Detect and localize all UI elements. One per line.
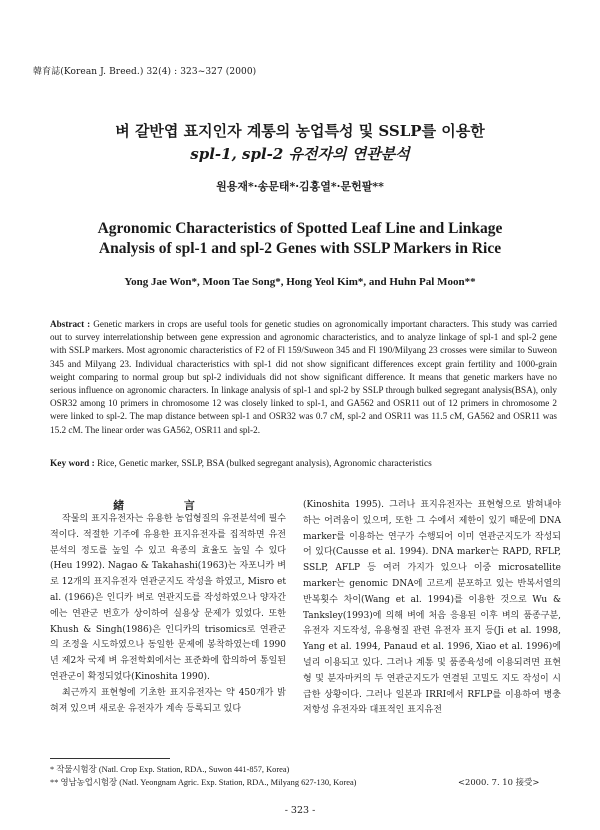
journal-header: 韓育誌(Korean J. Breed.) 32(4) : 323~327 (2000): [33, 67, 257, 77]
section-heading-introduction: 緒 言: [113, 499, 223, 512]
footnote-affiliation-2: ** 영남농업시험장 (Natl. Yeongnam Agric. Exp. Station, RDA., Milyang 627-130, Korea): [50, 778, 357, 787]
received-date: <2000. 7. 10 接受>: [458, 777, 540, 787]
korean-title-line-1: 벼 갈반엽 표지인자 계통의 농업특성 및 SSLP를 이용한: [115, 122, 485, 140]
abstract-label: Abstract :: [50, 319, 91, 329]
left-column: [50, 512, 286, 717]
keywords-text: Rice, Genetic marker, SSLP, BSA (bulked segregant analysis), Agronomic characteristics: [97, 459, 432, 469]
left-column-paragraph-2: 최근까지 표현형에 기초한 표지유전자는 약 450개가 밝혀져 있으며 새로운 유전자가 계속 등록되고 있다: [50, 687, 286, 714]
footnote-rule: [50, 758, 170, 759]
left-column-paragraph-1: 작물의 표지유전자는 유용한 농업형질의 유전분석에 필수적이다. 적절한 기주에 유용한 표지유전자를 집적하면 유전분석의 정도를 높일 수 있고 육종의 효율도 높일 수 있다(Heu 1992). Nagao & Takahashi(1963)는 자포니카 벼로 12개의 표지유전자 연관군지도 작성을 하였고, Misro et al. (1966)은 인디카 벼로 연관지도를 작성하였으나 양자간에는 연관군 번호가 상이하여 실용상 문제가 있었다. 또한 Khush & Singh(1986)은 인디카의 trisomics로 연관군의 조정을 시도하였으나 동일한 문제에 봉착하였는데 1990년 제2차 국제 벼 유전학회에서는 표준화에 합의하여 통일된 연관군이 확정되었다(Kinoshita 1990).: [50, 514, 286, 682]
english-authors: Yong Jae Won*, Moon Tae Song*, Hong Yeol Kim*, and Huhn Pal Moon**: [124, 276, 476, 288]
korean-title-line-2: spl-1, spl-2 유전자의 연관분석: [190, 145, 410, 163]
keywords: [50, 459, 557, 469]
abstract-text: Genetic markers in crops are useful tools for genetic studies on agronomically important characters. This study was carried out to survey interrelationship between gene expression and agronomic characteristics, and to analyze linkage of spl-1 and spl-2 gene with SSLP markers. Most agronomic characteristics of F2 of Fl 159/Suweon 345 and Fl 190/Milyang 23 crosses were similar to Suweon 345 and Milyang 23. Individual characteristics with spl-1 did not show significant differences except grain fertility and 1000-grain weight comparing to normal group but spl-2 individuals did not show significant difference. It means that genetic markers have no serious influence on agronomic characters. In linkage analysis of spl-1 and spl-2 by SSLP through bulked segregant analysis(BSA), only OSR32 among 10 primers in chromosome 12 was closely linked to spl-1, and GA562 and OSR11 out of 12 primers in chromosome 2 were linked to spl-2. The map distance between spl-1 and OSR32 was 0.7 cM, spl-2 and OSR11 was 11.5 cM, GA562 and OSR11 was 15.2 cM. The linear order was GA562, OSR11 and spl-2.: [50, 319, 558, 435]
right-column: [303, 498, 561, 719]
page-number: - 323 -: [284, 805, 316, 816]
abstract: [50, 318, 557, 437]
right-column-paragraph: (Kinoshita 1995). 그러나 표지유전자는 표현형으로 밝혀내야 하는 어려움이 있으며, 또한 그 수에서 제한이 있기 때문에 DNA marker를 이용하는 연구가 수행되어 이미 연관군지도가 작성되어 있다(Causse et al. 1994). DNA marker는 RAPD, RFLP, SSLP, AFLP 등 여러 가지가 있으나 이중 microsatellite marker는 genomic DNA에 고르게 분포하고 있는 반복서열의 반복횟수 차이(Wang et al. 1994)를 이용한 것으로 Wu & Tanksley(1993)에 의해 벼에 처음 응용된 이후 벼의 품종구분, 유전자 지도작성, 유용형질 관련 유전자 표지 등(Ji et al. 1998, Yang et al. 1994, Panaud et al. 1996, Xiao et al. 1996)에 널리 이용되고 있다. 그러나 계통 및 품종육성에 이용되려면 표현형 및 분자마커의 두 연관군지도가 연결된 고밀도 지도 작성이 시급한 상황이다. 그러나 일본과 IRRI에서 RFLP를 이용하여 병충 저항성 유전자와 대표적인 표지유전: [303, 500, 561, 716]
keywords-label: Key word :: [50, 459, 95, 469]
english-title-line-1: Agronomic Characteristics of Spotted Leaf Line and Linkage: [97, 220, 503, 237]
korean-authors: 원용재*·송문태*·김홍열*·문헌팔**: [216, 180, 384, 193]
footnote-affiliation-1: * 작물시험장 (Natl. Crop Exp. Station, RDA., Suwon 441-857, Korea): [50, 765, 290, 774]
english-title-line-2: Analysis of spl-1 and spl-2 Genes with SSLP Markers in Rice: [98, 240, 502, 257]
